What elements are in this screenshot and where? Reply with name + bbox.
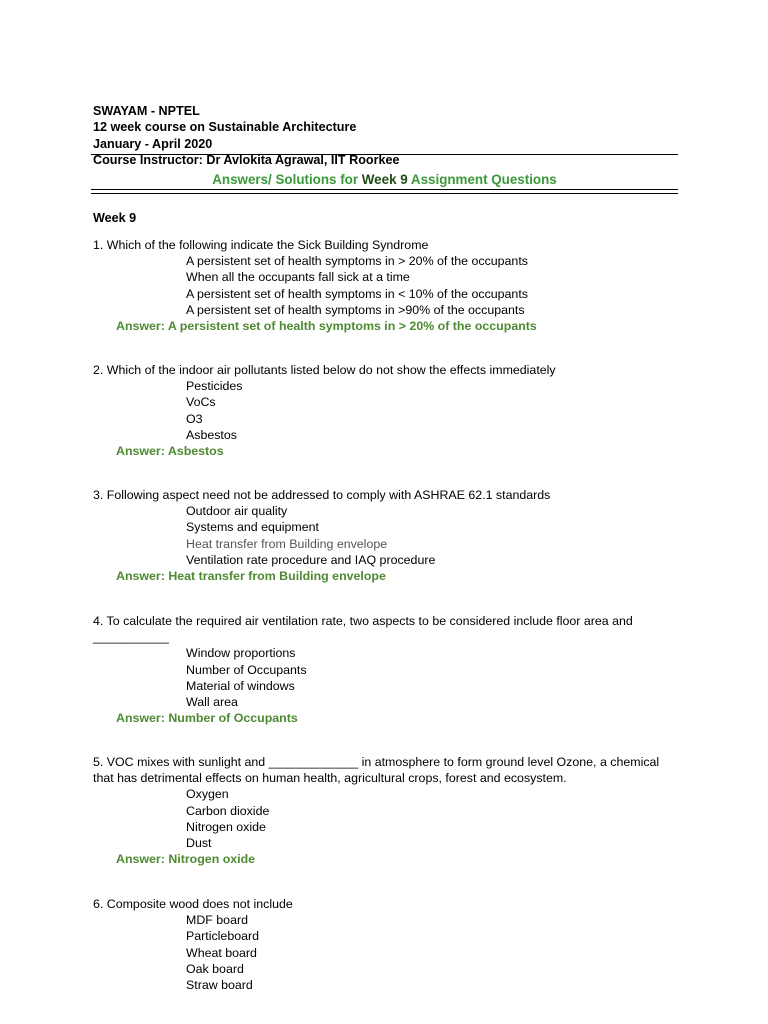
answer: Answer: Asbestos (116, 444, 224, 459)
title-suffix: Assignment Questions (407, 172, 557, 187)
question-stem: 5. VOC mixes with sunlight and _____________ in atmosphere to form ground level Ozone, a chemical that has detrimental effects on human health, agricultural crops, forest and ecosystem. (93, 755, 660, 786)
option: Heat transfer from Building envelope (186, 536, 388, 551)
header-org: SWAYAM - NPTEL (93, 104, 200, 118)
option: Oxygen (186, 787, 229, 802)
option: Straw board (186, 978, 253, 993)
option: Nitrogen oxide (186, 819, 266, 834)
page-title (91, 172, 678, 187)
option: Asbestos (186, 427, 237, 442)
option: Wall area (186, 695, 238, 710)
question-stem: 3. Following aspect need not be addressed to comply with ASHRAE 62.1 standards (93, 488, 551, 502)
header-instructor: Course Instructor: Dr Avlokita Agrawal, IIT Roorkee (93, 153, 400, 168)
course-header (93, 103, 683, 169)
header-term: January - April 2020 (93, 136, 213, 151)
title-divider-top (91, 189, 678, 190)
option: Systems and equipment (186, 520, 319, 535)
option: Oak board (186, 961, 244, 976)
option: Material of windows (186, 678, 295, 693)
option: When all the occupants fall sick at a time (186, 270, 410, 285)
question-stem: 4. To calculate the required air ventilation rate, two aspects to be considered include floor area and ___________ (93, 614, 633, 645)
option: A persistent set of health symptoms in > 20% of the occupants (186, 254, 528, 269)
option: Ventilation rate procedure and IAQ procedure (186, 552, 436, 567)
question-1 (93, 237, 683, 334)
question-5 (93, 754, 683, 867)
option: O3 (186, 411, 203, 426)
option: MDF board (186, 913, 248, 928)
question-stem: 1. Which of the following indicate the Sick Building Syndrome (93, 238, 429, 252)
option: Particleboard (186, 929, 260, 944)
option: Wheat board (186, 945, 257, 960)
option: Number of Occupants (186, 662, 307, 677)
title-week: Week 9 (361, 172, 408, 187)
header-divider (91, 154, 678, 155)
answer: Answer: Heat transfer from Building envelope (116, 569, 386, 584)
question-stem: 2. Which of the indoor air pollutants listed below do not show the effects immediately (93, 363, 556, 377)
option: A persistent set of health symptoms in >90% of the occupants (186, 302, 525, 317)
header-course: 12 week course on Sustainable Architecture (93, 120, 357, 135)
question-stem: 6. Composite wood does not include (93, 897, 293, 911)
question-3 (93, 487, 683, 584)
answer: Answer: A persistent set of health symptoms in > 20% of the occupants (116, 319, 537, 334)
option: Pesticides (186, 379, 243, 394)
title-prefix: Answers/ Solutions for (212, 172, 362, 187)
option: Outdoor air quality (186, 504, 288, 519)
section-heading: Week 9 (93, 211, 137, 225)
option: A persistent set of health symptoms in < 10% of the occupants (186, 286, 528, 301)
question-2 (93, 362, 683, 459)
question-4 (93, 613, 683, 726)
question-6 (93, 896, 683, 993)
title-divider-bottom (91, 193, 678, 194)
option: VoCs (186, 395, 216, 410)
answer: Answer: Nitrogen oxide (116, 852, 256, 867)
option: Dust (186, 836, 212, 851)
option: Window proportions (186, 646, 296, 661)
answer: Answer: Number of Occupants (116, 711, 298, 726)
option: Carbon dioxide (186, 803, 270, 818)
